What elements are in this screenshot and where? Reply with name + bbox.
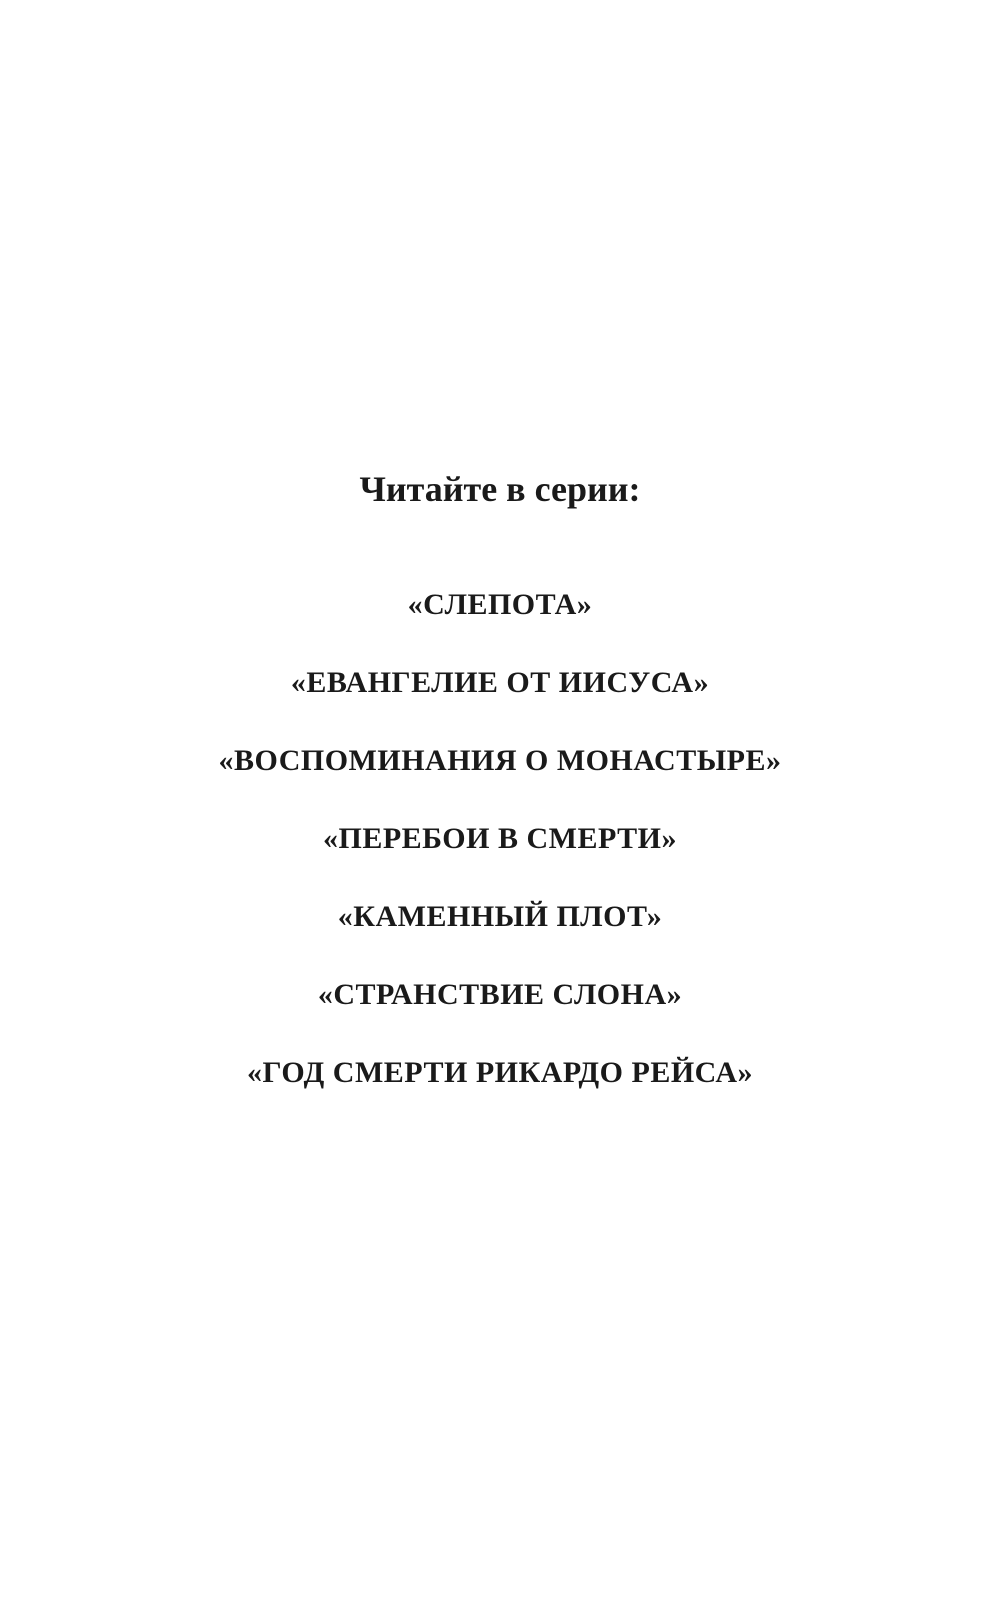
series-item-elephant-journey: «СТРАНСТВИЕ СЛОНА» xyxy=(317,978,683,1011)
series-item-gospel: «ЕВАНГЕЛИЕ ОТ ИИСУСА» xyxy=(290,666,710,699)
series-item-stone-raft: «КАМЕННЫЙ ПЛОТ» xyxy=(337,900,663,933)
series-item-blindness: «СЛЕПОТА» xyxy=(407,588,593,621)
series-list xyxy=(0,587,1000,1133)
series-item-ricardo-reis: «ГОД СМЕРТИ РИКАРДО РЕЙСА» xyxy=(246,1056,754,1089)
series-item-intermittences: «ПЕРЕБОИ В СМЕРТИ» xyxy=(322,822,677,855)
series-heading: Читайте в серии: xyxy=(359,469,641,509)
series-item-memorial: «ВОСПОМИНАНИЯ О МОНАСТЫРЕ» xyxy=(218,744,782,777)
